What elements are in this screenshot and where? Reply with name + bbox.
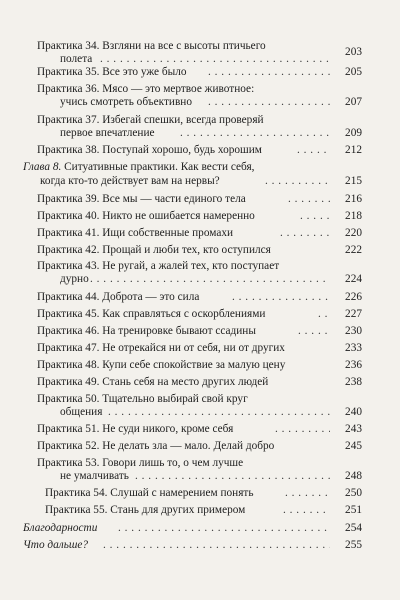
page-number: 215 <box>345 175 362 187</box>
leader-dots <box>265 175 330 188</box>
page-number: 216 <box>345 193 362 205</box>
page-number: 227 <box>345 308 362 320</box>
leader-dots <box>208 66 330 79</box>
entry-title: Практика 47. Не отрекайся ни от себя, ни от других <box>37 342 285 354</box>
page-number: 236 <box>345 359 362 371</box>
entry-title: Практика 48. Купи себе спокойствие за малую цену <box>37 359 286 371</box>
page-number: 251 <box>345 504 362 516</box>
leader-dots <box>103 539 330 552</box>
entry-title: Практика 41. Ищи собственные промахи <box>37 227 234 239</box>
entry-title-continuation: первое впечатление <box>60 127 155 139</box>
page-number: 255 <box>345 539 362 551</box>
entry-title: Практика 45. Как справляться с оскорблениями <box>37 308 266 320</box>
leader-dots <box>232 291 330 304</box>
entry-title: Практика 49. Стань себя на место других людей <box>37 376 269 388</box>
page-number: 230 <box>345 325 362 337</box>
page-number: 205 <box>345 66 362 78</box>
entry-title: Практика 51. Не суди никого, кроме себя <box>37 423 234 435</box>
entry-title: Практика 43. Не ругай, а жалей тех, кто поступает <box>37 260 280 272</box>
leader-dots <box>288 193 330 206</box>
entry-title: Практика 55. Стань для других примером <box>45 504 246 516</box>
entry-title: Практика 34. Взгляни на все с высоты птичьего <box>37 40 266 52</box>
page-number: 226 <box>345 291 362 303</box>
page-number: 220 <box>345 227 362 239</box>
entry-title <box>23 161 254 174</box>
entry-title: Практика 36. Мясо — это мертвое животное: <box>37 83 255 95</box>
page-number: 240 <box>345 406 362 418</box>
leader-dots <box>208 96 330 109</box>
page-number: 248 <box>345 470 362 482</box>
leader-dots <box>275 423 330 436</box>
page-number: 245 <box>345 440 362 452</box>
leader-dots <box>297 144 330 157</box>
leader-dots <box>300 210 330 223</box>
entry-title-continuation: общения <box>60 406 103 418</box>
entry-title: Практика 42. Прощай и люби тех, кто оступился <box>37 244 271 256</box>
page-number: 224 <box>345 273 362 285</box>
entry-title: Что дальше? <box>23 539 89 551</box>
entry-title: Практика 37. Избегай спешки, всегда проверяй <box>37 114 264 126</box>
chapter-title: Ситуативные практики. Как вести себя, <box>64 161 255 173</box>
page-number: 203 <box>345 46 362 58</box>
leader-dots <box>285 487 330 500</box>
page-number: 254 <box>345 522 362 534</box>
page-number: 222 <box>345 244 362 256</box>
page-number: 233 <box>345 342 362 354</box>
leader-dots <box>298 325 330 338</box>
leader-dots <box>318 308 330 321</box>
page-number: 218 <box>345 210 362 222</box>
leader-dots <box>100 53 330 66</box>
entry-title: Практика 35. Все это уже было <box>37 66 187 78</box>
page-number: 243 <box>345 423 362 435</box>
page-number: 209 <box>345 127 362 139</box>
entry-title-continuation: не умалчивать <box>60 470 129 482</box>
entry-title: Практика 46. На тренировке бывают ссадины <box>37 325 256 337</box>
entry-title: Практика 44. Доброта — это сила <box>37 291 200 303</box>
entry-title: Практика 53. Говори лишь то, о чем лучше <box>37 457 244 469</box>
entry-title: Практика 38. Поступай хорошо, будь хорошим <box>37 144 262 156</box>
leader-dots <box>280 227 330 240</box>
entry-title: Практика 39. Все мы — части единого тела <box>37 193 246 205</box>
leader-dots <box>180 127 330 140</box>
leader-dots <box>90 273 330 286</box>
entry-title-continuation: полета <box>60 53 93 65</box>
leader-dots <box>118 522 330 535</box>
page-number: 212 <box>345 144 362 156</box>
entry-title-continuation: когда кто-то действует вам на нервы? <box>40 175 220 187</box>
entry-title: Практика 50. Тщательно выбирай свой круг <box>37 393 248 405</box>
entry-title-continuation: дурно <box>60 273 89 285</box>
entry-title: Практика 54. Слушай с намерением понять <box>45 487 254 499</box>
entry-title: Практика 52. Не делать зла — мало. Делай добро <box>37 440 275 452</box>
entry-title: Благодарности <box>23 522 98 534</box>
chapter-number: Глава 8. <box>23 161 62 173</box>
page-number: 207 <box>345 96 362 108</box>
entry-title: Практика 40. Никто не ошибается намеренно <box>37 210 255 222</box>
page-number: 250 <box>345 487 362 499</box>
leader-dots <box>108 406 330 419</box>
leader-dots <box>135 470 330 483</box>
leader-dots <box>283 504 330 517</box>
page-number: 238 <box>345 376 362 388</box>
entry-title-continuation: учись смотреть объективно <box>60 96 192 108</box>
